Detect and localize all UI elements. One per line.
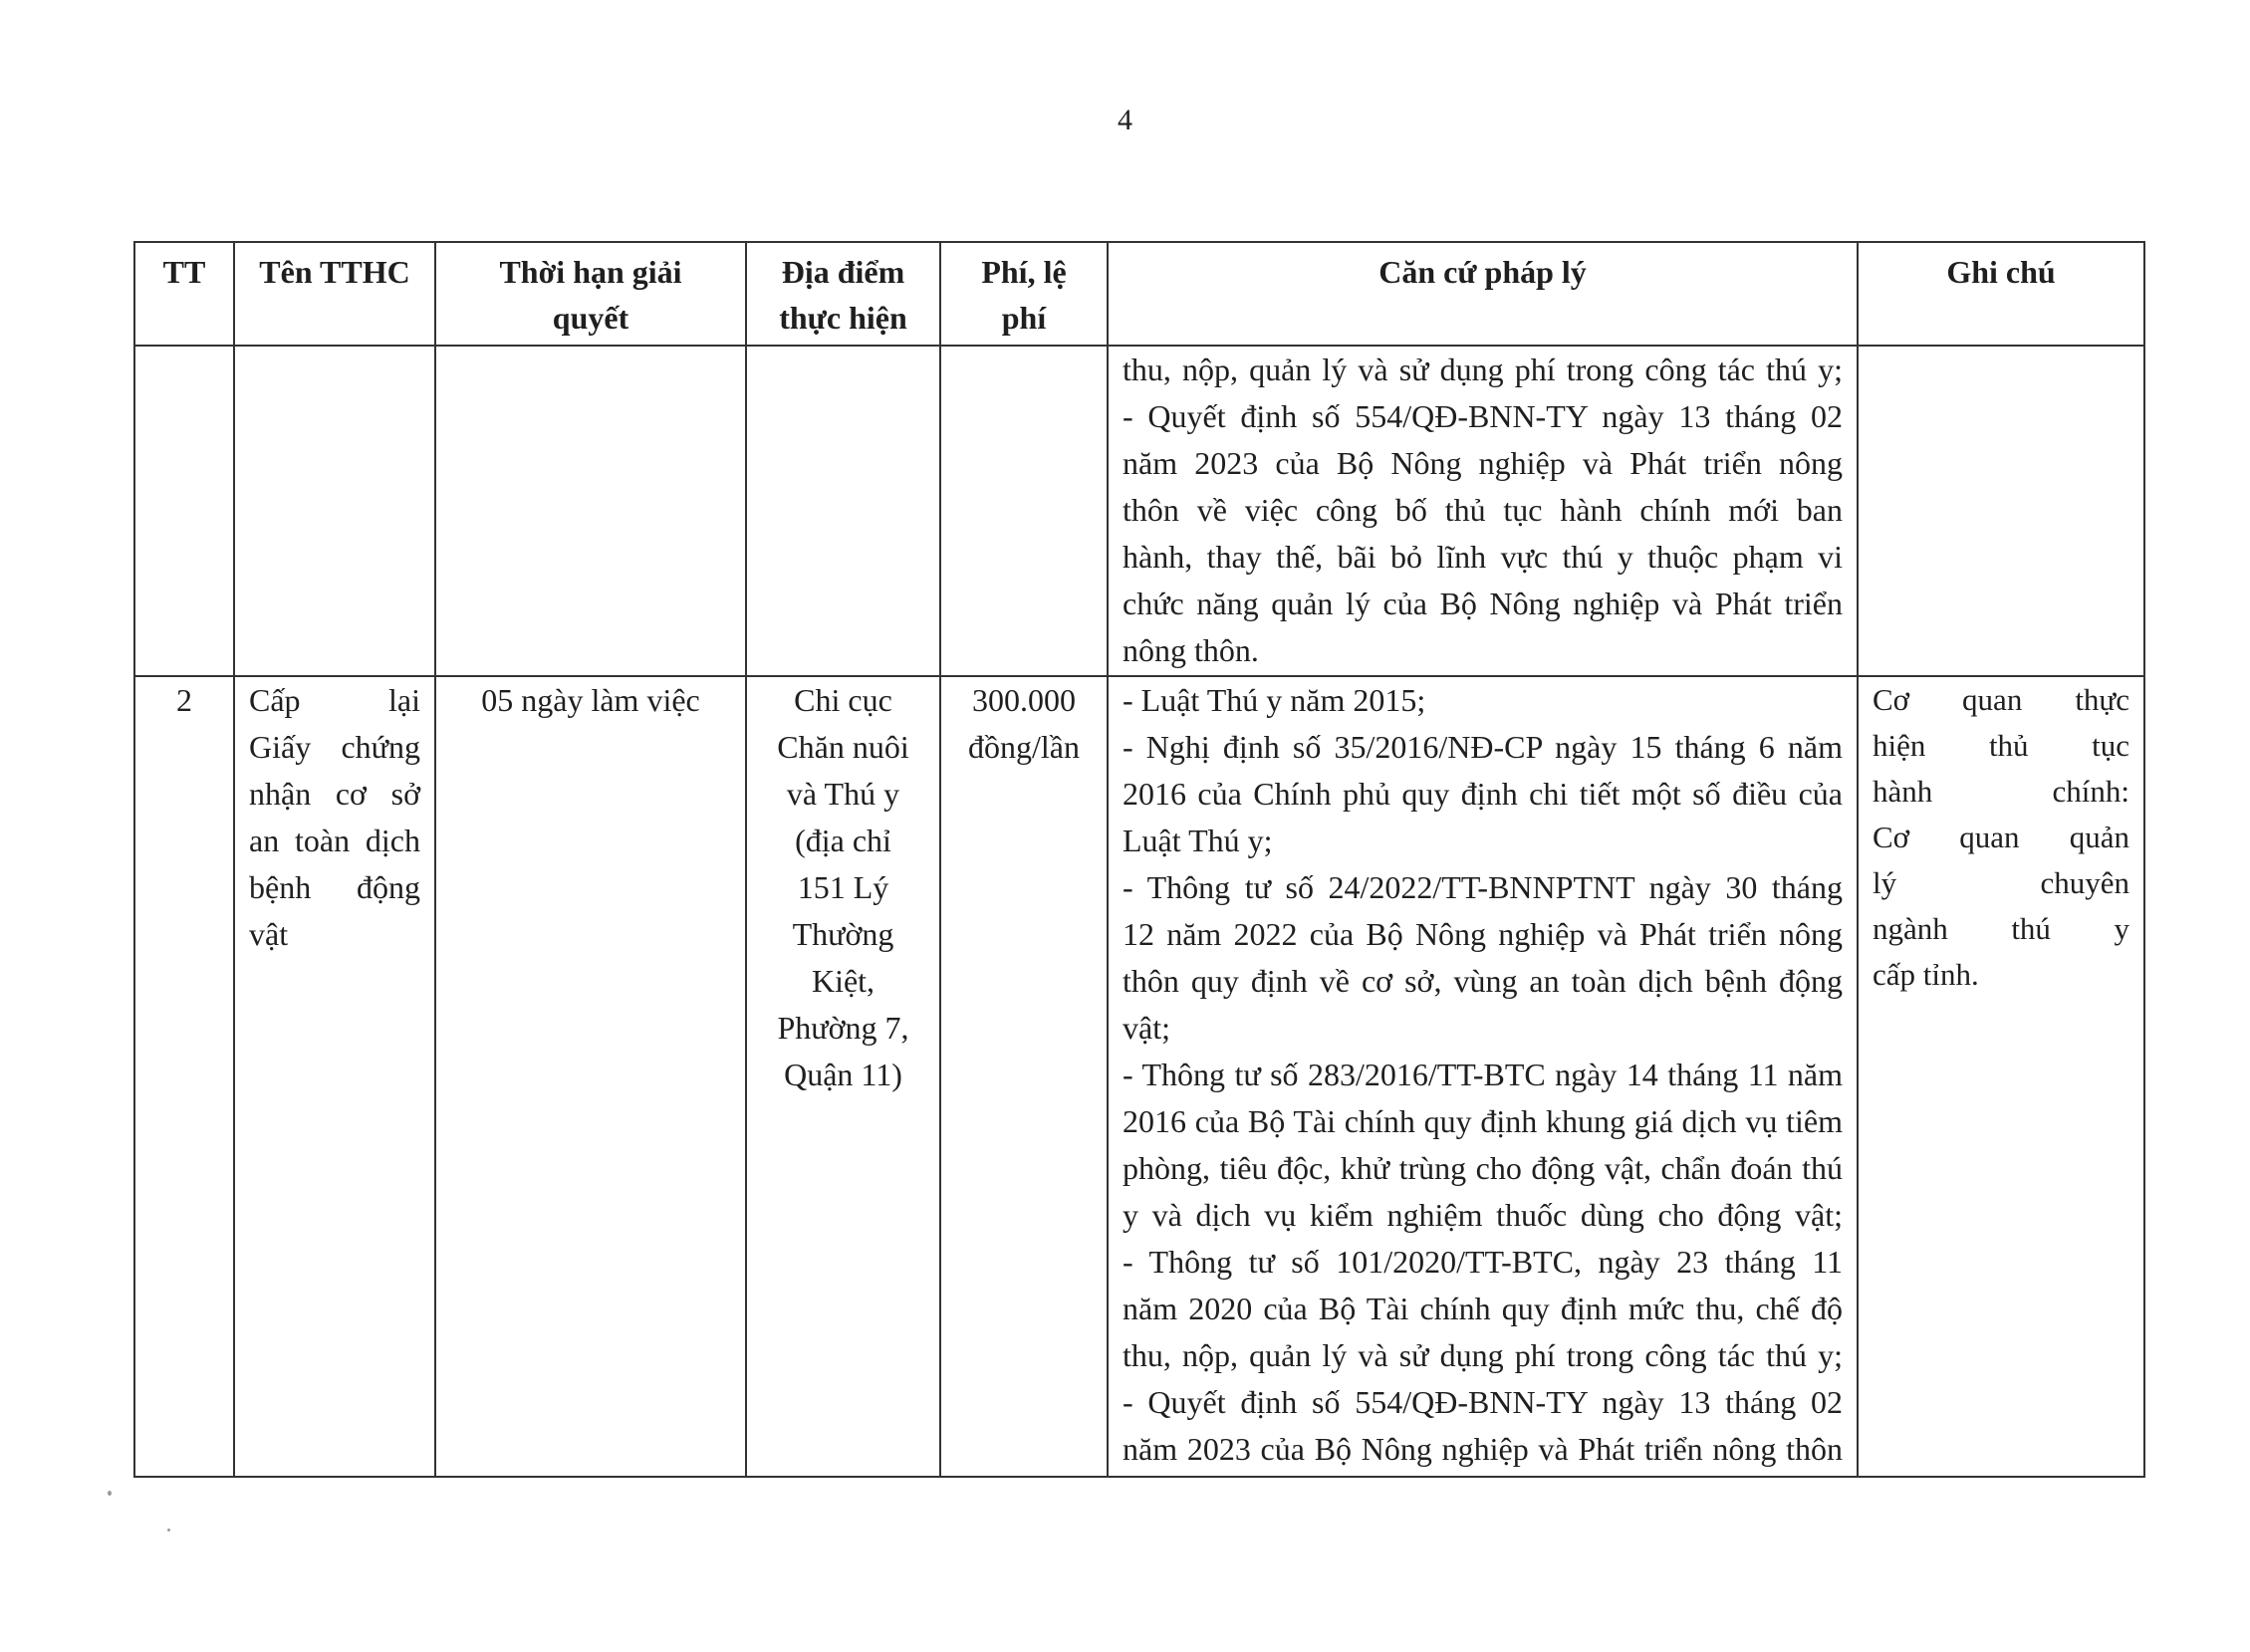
legal-line: thôn về việc công bố thủ tục hành chính mới ban	[1123, 492, 1843, 528]
header-tt: TT	[134, 242, 234, 346]
cell-place	[746, 346, 940, 676]
legal-line: - Thông tư số 24/2022/TT-BNNPTNT ngày 30 tháng	[1123, 869, 1843, 905]
header-resolution-time: Thời hạn giải quyết	[435, 242, 746, 346]
legal-line: thu, nộp, quản lý và sử dụng phí trong công tác thú y;	[1123, 1337, 1843, 1373]
legal-line: - Nghị định số 35/2016/NĐ-CP ngày 15 tháng 6 năm	[1123, 729, 1843, 765]
legal-line: phòng, tiêu độc, khử trùng cho động vật, chẩn đoán thú	[1123, 1150, 1843, 1186]
legal-line: năm 2023 của Bộ Nông nghiệp và Phát triển nông thôn	[1123, 1431, 1843, 1467]
header-procedure-name: Tên TTHC	[234, 242, 435, 346]
legal-line: năm 2020 của Bộ Tài chính quy định mức thu, chế độ	[1123, 1291, 1843, 1326]
cell-name	[234, 346, 435, 676]
legal-line: Luật Thú y;	[1123, 823, 1273, 858]
header-note: Ghi chú	[1858, 242, 2144, 346]
cell-tt: 2	[134, 676, 234, 1477]
header-place: Địa điểm thực hiện	[746, 242, 940, 346]
page-number: 4	[1118, 104, 1132, 136]
cell-name: Cấp lại Giấy chứng nhận cơ sở an toàn dịch bệnh động vật	[234, 676, 435, 1477]
legal-line: - Quyết định số 554/QĐ-BNN-TY ngày 13 tháng 02	[1123, 1384, 1843, 1420]
header-legal-basis: Căn cứ pháp lý	[1108, 242, 1858, 346]
table-row	[134, 676, 2144, 1477]
table-header-row	[134, 242, 2144, 346]
cell-note	[1858, 346, 2144, 676]
legal-line: năm 2023 của Bộ Nông nghiệp và Phát triển nông	[1123, 445, 1843, 481]
legal-line: hành, thay thế, bãi bỏ lĩnh vực thú y thuộc phạm vi	[1123, 539, 1843, 575]
cell-fee: 300.000 đồng/lần	[940, 676, 1108, 1477]
legal-line: - Quyết định số 554/QĐ-BNN-TY ngày 13 tháng 02	[1123, 398, 1843, 434]
table-row-continuation	[134, 346, 2144, 676]
legal-line: - Thông tư số 101/2020/TT-BTC, ngày 23 tháng 11	[1123, 1244, 1843, 1280]
legal-line: - Thông tư số 283/2016/TT-BTC ngày 14 tháng 11 năm	[1123, 1057, 1843, 1092]
legal-line: y và dịch vụ kiểm nghiệm thuốc dùng cho động vật;	[1123, 1197, 1843, 1233]
legal-line: nông thôn.	[1123, 632, 1259, 668]
scan-speck	[108, 1491, 112, 1496]
cell-legal-basis	[1108, 346, 1858, 676]
legal-line: thôn quy định về cơ sở, vùng an toàn dịch bệnh động	[1123, 963, 1843, 999]
cell-time: 05 ngày làm việc	[435, 676, 746, 1477]
scan-speck	[167, 1529, 170, 1532]
legal-line: 2016 của Bộ Tài chính quy định khung giá dịch vụ tiêm	[1123, 1103, 1843, 1139]
legal-line: chức năng quản lý của Bộ Nông nghiệp và Phát triển	[1123, 586, 1843, 621]
cell-time	[435, 346, 746, 676]
legal-line: 12 năm 2022 của Bộ Nông nghiệp và Phát triển nông	[1123, 916, 1843, 952]
cell-fee	[940, 346, 1108, 676]
cell-legal-basis	[1108, 676, 1858, 1477]
procedures-table	[133, 241, 2145, 1478]
legal-line: vật;	[1123, 1010, 1170, 1046]
legal-line: 2016 của Chính phủ quy định chi tiết một số điều của	[1123, 776, 1843, 812]
legal-line: thu, nộp, quản lý và sử dụng phí trong công tác thú y;	[1123, 352, 1843, 387]
cell-tt	[134, 346, 234, 676]
header-fee: Phí, lệ phí	[940, 242, 1108, 346]
cell-note: Cơ quan thực hiện thủ tục hành chính: Cơ quan quản lý chuyên ngành thú y cấp tỉnh.	[1858, 676, 2144, 1477]
cell-place: Chi cục Chăn nuôi và Thú y (địa chỉ 151 Lý Thường Kiệt, Phường 7, Quận 11)	[746, 676, 940, 1477]
legal-line: - Luật Thú y năm 2015;	[1123, 682, 1426, 718]
